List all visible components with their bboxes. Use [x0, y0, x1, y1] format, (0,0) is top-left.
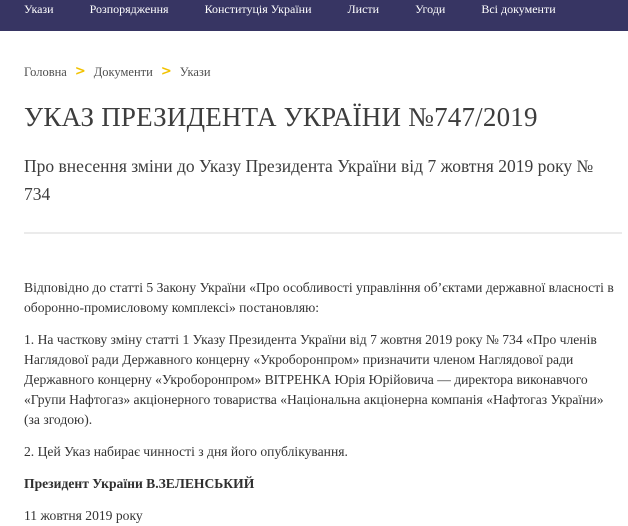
- document-body: [24, 278, 622, 526]
- breadcrumb: [24, 64, 628, 80]
- document-date: 11 жовтня 2019 року: [24, 508, 143, 523]
- divider: [24, 232, 622, 234]
- breadcrumb-home-link[interactable]: Головна: [24, 65, 67, 79]
- paragraph-article-1: 1. На часткову зміну статті 1 Указу Президента України від 7 жовтня 2019 року № 734 «Про членів Наглядової ради Державного концерну «Укроборонпром» призначити членом Наглядової ради Державного концерну «Укроборонпром» ВІТРЕНКА Юрія Юрійовича — директора виконавчого «Групи Нафтогаз» акціонерного товариства «Національна акціонерна компанія «Нафтогаз України» (за згодою).: [24, 332, 604, 427]
- nav-item-agreements[interactable]: Угоди: [415, 2, 446, 16]
- nav-item-constitution[interactable]: Конституція України: [204, 2, 312, 16]
- document-content: [0, 100, 628, 526]
- breadcrumb-separator-icon: >: [160, 63, 172, 80]
- document-subtitle: Про внесення зміни до Указу Президента України від 7 жовтня 2019 року № 734: [24, 156, 594, 204]
- document-title: УКАЗ ПРЕЗИДЕНТА УКРАЇНИ №747/2019: [24, 102, 538, 132]
- breadcrumb-current-page: Укази: [179, 65, 211, 79]
- nav-item-letters[interactable]: Листи: [347, 2, 380, 16]
- top-navigation: [0, 0, 628, 31]
- signature-line: Президент України В.ЗЕЛЕНСЬКИЙ: [24, 476, 255, 491]
- breadcrumb-separator-icon: >: [74, 63, 86, 80]
- nav-item-decrees[interactable]: Укази: [24, 2, 54, 16]
- breadcrumb-documents-link[interactable]: Документи: [93, 65, 153, 79]
- nav-item-all-documents[interactable]: Всі документи: [481, 2, 556, 16]
- paragraph-article-2: 2. Цей Указ набирає чинності з дня його опублікування.: [24, 444, 348, 459]
- paragraph-preamble: Відповідно до статті 5 Закону України «Про особливості управління об’єктами державної власності в оборонно-промисловому комплексі» постановляю:: [24, 280, 614, 315]
- nav-item-orders[interactable]: Розпорядження: [89, 2, 169, 16]
